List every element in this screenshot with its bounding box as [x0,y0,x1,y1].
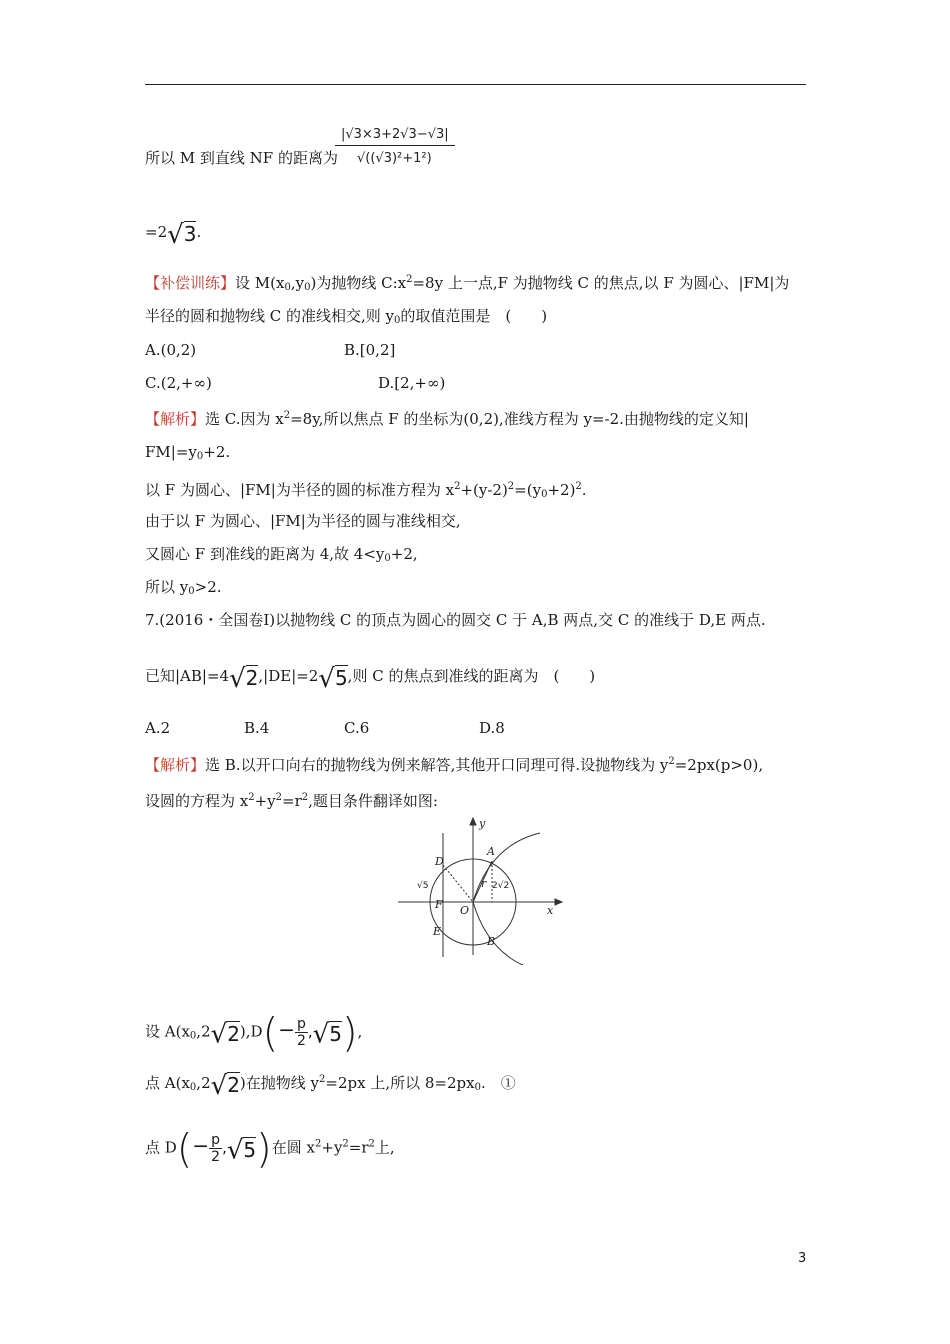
parabola-lower [473,902,540,965]
text-line: 由于以 F 为圆心、|FM|为半径的圆与准线相交, [145,512,461,530]
dashed-diagonal [443,865,473,902]
sqrt-sign: √ [210,1019,228,1050]
question-7: 7.(2016・全国卷Ⅰ)以抛物线 C 的顶点为圆心的圆交 C 于 A,B 两点,交 C 的准线于 D,E 两点. [145,611,766,629]
label-a: A [487,845,495,858]
text-line: 已知|AB|=4√2,|DE|=2√5,则 C 的焦点到准线的距离为 ( ) [145,664,596,694]
header-rule [145,84,806,85]
option-a: A.2 [145,719,171,737]
label-r: r [481,877,487,890]
sqrt-sign: √ [210,1071,228,1101]
section-tag: 【补偿训练】 [145,274,236,292]
x-axis-arrow [555,899,562,905]
fraction-numerator: |√3×3+2√3−√3| [335,127,455,146]
page-number: 3 [798,1251,807,1266]
text-line: 以 F 为圆心、|FM|为半径的圆的标准方程为 $x^2+(y-2)^2=(y_0+2)^2$. [145,481,587,500]
text-line: 设圆的方程为 $x^2+y^2=r^2$,题目条件翻译如图: [145,792,438,810]
label-2root2: 2√2 [492,881,510,891]
text-line: 点 $A(x_0,2√2)$在抛物线 $y^2=2px$ 上,所以 $8=2px_0$. ① [145,1071,516,1101]
text-line: 所以 $y_0>2$. [145,578,222,597]
text-line: $FM|=y_0+2$. [145,443,231,462]
right-paren: ) [341,1010,358,1057]
option-a: A.(0,2) [145,341,197,359]
parabola-upper [473,833,540,902]
label-f: F [435,898,443,911]
sqrt-sign: √ [167,220,184,250]
text-line: 所以 M 到直线 NF 的距离为 [145,149,338,167]
right-paren: ) [256,1126,272,1173]
option-c: C.6 [344,719,370,737]
option-d: D.8 [479,719,505,737]
fraction-denominator: √((√3)²+1²) [357,151,432,166]
text-line: 又圆心 F 到准线的距离为 4,故 $4<y_0+2$, [145,545,418,564]
left-paren: ( [176,1126,193,1173]
label-y: y [479,817,486,830]
option-c: C.(2,+∞) [145,374,212,392]
text-line: 【解析】选 B.以开口向右的抛物线为例来解答,其他开口同理可得.设抛物线为 $y^2=2px(p>0)$, [145,756,764,774]
label-b: B [487,935,496,948]
sqrt-sign: √ [312,1019,330,1050]
label-root5: √5 [417,881,429,891]
text-line: 半径的圆和抛物线 C 的准线相交,则 $y_0$的取值范围是 ( ) [145,307,548,326]
text-line: 【解析】选 C.因为 $x^2=8y$,所以焦点 F 的坐标为(0,2),准线方程为 y=-2.由抛物线的定义知| [145,410,749,428]
sqrt-sign: √ [318,664,335,694]
distance-fraction [335,127,455,166]
parabola-circle-figure [390,815,570,965]
text-line: 点 D(− $\frac{p}{2}$ ,√5)在圆 $x^2+y^2=r^2$上, [145,1126,395,1173]
section-tag: 【解析】 [145,410,206,428]
option-b: B.4 [244,719,270,737]
sqrt-sign: √ [229,664,246,694]
text-line: 设 $A(x_0,2√2),D(-$ $\frac{p}{2}$ ,√5), [145,1010,363,1057]
label-origin: O [460,904,470,917]
section-tag: 【解析】 [145,756,206,774]
text-line: 【补偿训练】设 $M(x_0,y_0)$为抛物线 $C:x^2=8y$ 上一点,F 为抛物线 C 的焦点,以 F 为圆心、|FM|为 [145,274,790,293]
text-line: =2√3. [145,220,202,250]
label-x: x [547,904,554,917]
y-axis-arrow [470,818,476,825]
label-e: E [433,925,442,938]
label-d: D [435,855,444,868]
left-paren: ( [262,1010,279,1057]
option-b: B.[0,2] [344,341,396,359]
sqrt-sign: √ [226,1135,244,1166]
fraction-p-over-2: $\frac{p}{2}$ [296,1016,306,1049]
option-d: D.[2,+∞) [378,374,446,392]
fraction-p-over-2: $\frac{p}{2}$ [211,1132,221,1165]
